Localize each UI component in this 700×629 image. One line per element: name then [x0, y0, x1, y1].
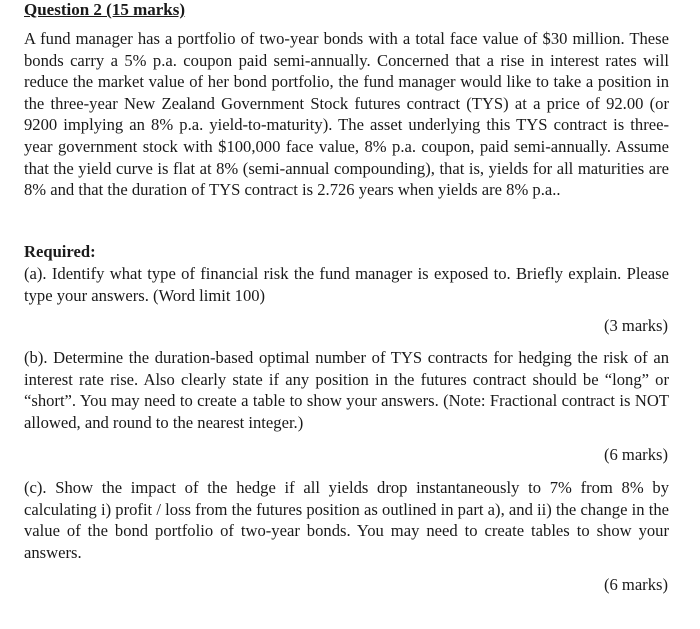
part-a-text: (a). Identify what type of financial risk the fund manager is exposed to. Briefly explain. Please type your answers. (Word limit 100)	[24, 264, 669, 305]
part-a-marks: (3 marks)	[603, 316, 668, 335]
question-intro: A fund manager has a portfolio of two-year bonds with a total face value of $30 million. These bonds carry a 5% p.a. coupon paid semi-annually. Concerned that a rise in interest rates will reduce the market value of her bond portfolio, the fund manager would like to take a position in the three-year New Zealand Government Stock futures contract (TYS) at a price of 92.00 (or 9200 implying an 8% p.a. yield-to-maturity). The asset underlying this TYS contract is three-year government stock with $100,000 face value, 8% p.a. coupon, paid semi-annually. Assume that the yield curve is flat at 8% (semi-annual compounding), that is, yields for all maturities are 8% and that the duration of TYS contract is 2.726 years when yields are 8% p.a..	[24, 29, 669, 200]
part-c-text: (c). Show the impact of the hedge if all yields drop instantaneously to 7% from 8% by calculating i) profit / loss from the futures position as outlined in part a), and ii) the change in the value of the bond portfolio of two-year bonds. You may need to create tables to show your answers.	[24, 478, 669, 562]
question-title: Question 2 (15 marks)	[24, 0, 186, 19]
required-label: Required:	[24, 242, 96, 261]
part-c-marks: (6 marks)	[603, 575, 668, 594]
part-b-marks: (6 marks)	[603, 445, 668, 464]
part-b-text: (b). Determine the duration-based optimal number of TYS contracts for hedging the risk of an interest rate rise. Also clearly state if any position in the futures contract should be “long” or “short”. You may need to create a table to show your answers. (Note: Fractional contract is NOT allowed, and round to the nearest integer.)	[24, 348, 669, 432]
